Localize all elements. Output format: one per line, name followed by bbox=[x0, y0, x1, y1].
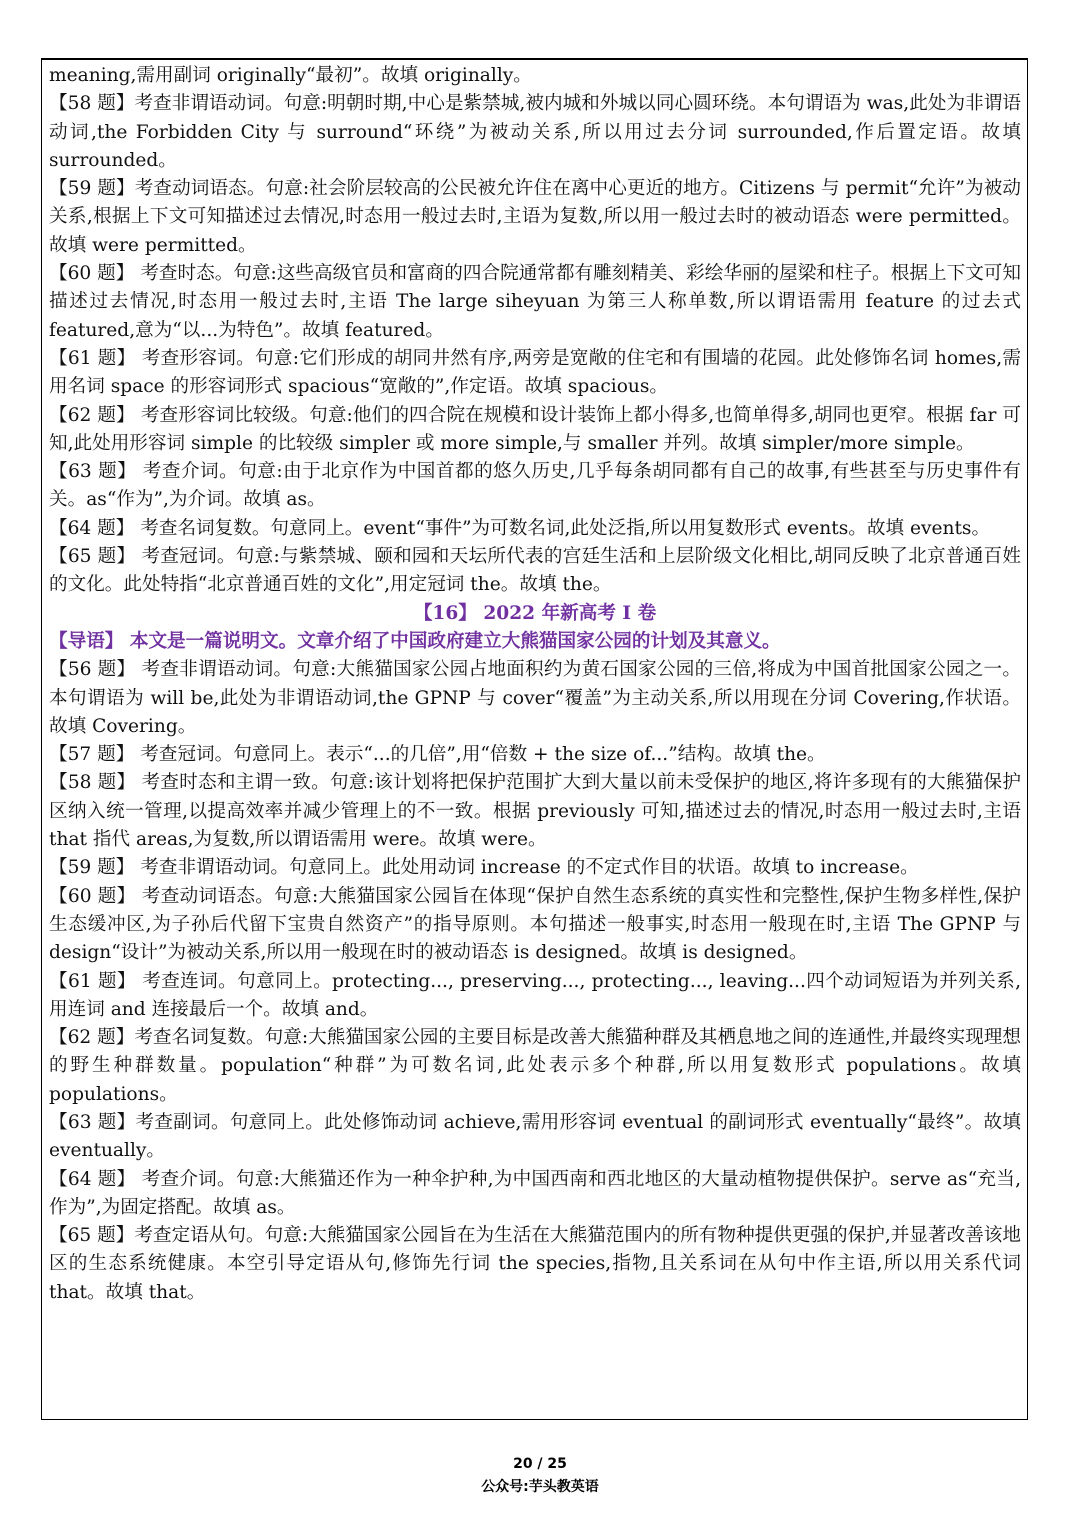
paragraph: 【58 题】 考查时态和主谓一致。句意:该计划将把保护范围扩大到大量以前未受保护的地区,将许多现有的大熊猫保护区纳入统一管理,以提高效率并减少管理上的不一致。根据 previously 可知,描述过去的情况,时态用一般过去时,主语 that 指代 areas,为复数,所以谓语需用 were。故填 were。 bbox=[49, 772, 1021, 851]
guide-text: 【导语】 本文是一篇说明文。文章介绍了中国政府建立大熊猫国家公园的计划及其意义。 bbox=[49, 630, 781, 652]
section-title: 【16】 2022 年新高考 I 卷 bbox=[413, 602, 657, 624]
paragraph: 【59 题】考查动词语态。句意:社会阶层较高的公民被允许住在离中心更近的地方。Citizens 与 permit“允许”为被动关系,根据上下文可知描述过去情况,时态用一般过去时,主语为复数,所以用一般过去时的被动语态 were permitted。故填 were permitted。 bbox=[49, 178, 1021, 256]
paragraph: 【65 题】 考查冠词。句意:与紫禁城、颐和园和天坛所代表的宫廷生活和上层阶级文化相比,胡同反映了北京普通百姓的文化。此处特指“北京普通百姓的文化”,用定冠词 the。故填 the。 bbox=[49, 546, 1021, 596]
paragraph: 【63 题】考查副词。句意同上。此处修饰动词 achieve,需用形容词 eventual 的副词形式 eventually“最终”。故填 eventually。 bbox=[49, 1111, 1021, 1162]
paragraph: 【56 题】 考查非谓语动词。句意:大熊猫国家公园占地面积约为黄石国家公园的三倍,将成为中国首批国家公园之一。本句谓语为 will be,此处为非谓语动词,the GPNP 与 cover“覆盖”为主动关系,所以用现在分词 Covering,作状语。故填 Covering。 bbox=[49, 659, 1021, 737]
paragraph: 【64 题】 考查介词。句意:大熊猫还作为一种伞护种,为中国西南和西北地区的大量动植物提供保护。serve as“充当,作为”,为固定搭配。故填 as。 bbox=[49, 1168, 1021, 1218]
document-body bbox=[49, 62, 1021, 1307]
paragraph: 【57 题】 考查冠词。句意同上。表示“...的几倍”,用“倍数 + the size of...”结构。故填 the。 bbox=[49, 744, 826, 766]
paragraph: 【58 题】考查非谓语动词。句意:明朝时期,中心是紫禁城,被内城和外城以同心圆环绕。本句谓语为 was,此处为非谓语动词,the Forbidden City 与 surround“环绕”为被动关系,所以用过去分词 surrounded,作后置定语。故填 surrounded。 bbox=[49, 93, 1021, 171]
page-number: 20 / 25 bbox=[513, 1456, 567, 1472]
paragraph: 【60 题】 考查动词语态。句意:大熊猫国家公园旨在体现“保护自然生态系统的真实性和完整性,保护生物多样性,保护生态缓冲区,为子孙后代留下宝贵自然资产”的指导原则。本句描述一般事实,时态用一般现在时,主语 The GPNP 与 design“设计”为被动关系,所以用一般现在时的被动语态 is designed。故填 is designed。 bbox=[49, 885, 1021, 964]
paragraph: 【60 题】 考查时态。句意:这些高级官员和富商的四合院通常都有雕刻精美、彩绘华丽的屋梁和柱子。根据上下文可知描述过去情况,时态用一般过去时,主语 The large siheyuan 为第三人称单数,所以谓语需用 feature 的过去式 featured,意为“以...为特色”。故填 featured。 bbox=[49, 263, 1021, 341]
paragraph: 【62 题】 考查形容词比较级。句意:他们的四合院在规模和设计装饰上都小得多,也简单得多,胡同也更窄。根据 far 可知,此处用形容词 simple 的比较级 simpler 或 more simple,与 smaller 并列。故填 simpler/more simple。 bbox=[49, 404, 1021, 454]
paragraph: 【65 题】考查定语从句。句意:大熊猫国家公园旨在为生活在大熊猫范围内的所有物种提供更强的保护,并显著改善该地区的生态系统健康。本空引导定语从句,修饰先行词 the species,指物,且关系词在从句中作主语,所以用关系代词 that。故填 that。 bbox=[49, 1225, 1021, 1303]
paragraph: 【61 题】 考查形容词。句意:它们形成的胡同井然有序,两旁是宽敞的住宅和有围墙的花园。此处修饰名词 homes,需用名词 space 的形容词形式 spacious“宽敞的”,作定语。故填 spacious。 bbox=[49, 347, 1021, 398]
paragraph: 【62 题】考查名词复数。句意:大熊猫国家公园的主要目标是改善大熊猫种群及其栖息地之间的连通性,并最终实现理想的野生种群数量。population“种群”为可数名词,此处表示多个种群,所以用复数形式 populations。故填 populations。 bbox=[49, 1027, 1021, 1105]
paragraph: meaning,需用副词 originally“最初”。故填 originally。 bbox=[49, 65, 532, 86]
footer-account: 公众号:芋头教英语 bbox=[481, 1479, 599, 1495]
paragraph: 【59 题】 考查非谓语动词。句意同上。此处用动词 increase 的不定式作目的状语。故填 to increase。 bbox=[49, 857, 919, 879]
paragraph: 【61 题】 考查连词。句意同上。protecting..., preserving..., protecting..., leaving...四个动词短语为并列关系,用连词 and 连接最后一个。故填 and。 bbox=[49, 970, 1021, 1020]
paragraph: 【63 题】 考查介词。句意:由于北京作为中国首都的悠久历史,几乎每条胡同都有自己的故事,有些甚至与历史事件有关。as“作为”,为介词。故填 as。 bbox=[49, 461, 1021, 511]
paragraph: 【64 题】 考查名词复数。句意同上。event“事件”为可数名词,此处泛指,所以用复数形式 events。故填 events。 bbox=[49, 517, 991, 539]
